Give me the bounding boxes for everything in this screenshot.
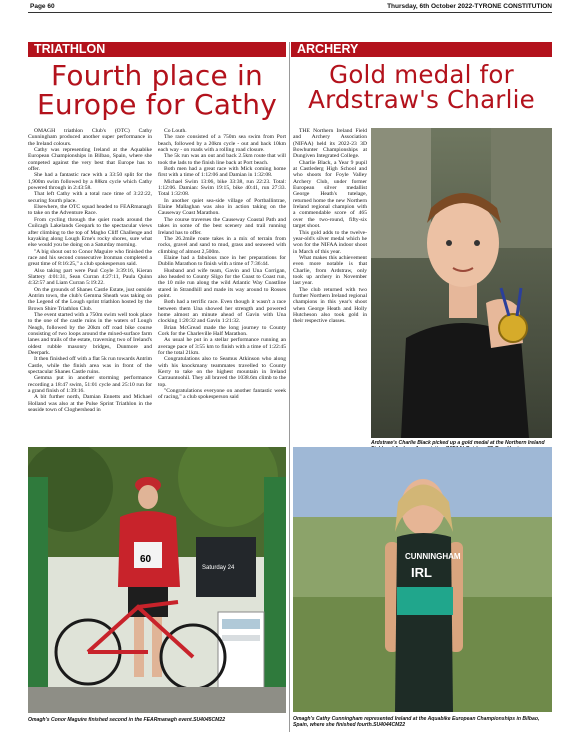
headline-line-1: Gold medal for: [329, 60, 514, 89]
column-divider: [289, 42, 290, 732]
article-paragraph: Elsewhere, the OTC squad headed to FEARmanagh to take on the Adventure Race.: [28, 204, 152, 217]
article-paragraph: The 5k run was an out and back 2.5km route that will took the lads to the finish line back at Port beach.: [158, 153, 286, 166]
page-number: Page 60: [30, 3, 55, 10]
article-paragraph: The race consisted of a 750m sea swim from Port beach, followed by a 20km cycle - out and back 10km each way - on roads with a rolling road closure.: [158, 134, 286, 154]
article-paragraph: Elaine had a fabulous race in her preparations for Dublin Marathon to finish with a time of 7:36:44.: [158, 254, 286, 268]
race-number: 60: [140, 554, 152, 565]
cathy-photo-art: [293, 447, 552, 712]
board-text: Saturday 24: [202, 565, 235, 571]
archery-article-column: [293, 128, 367, 444]
shirt-name: CUNNINGHAM: [405, 552, 461, 561]
article-paragraph: Charlie Black, a Year 9 pupil at Castlederg High School and who shoots for Foyle Valley Archery Club, under former European silver medallist George Heath's tutelage, returned home the new Northern Ireland regional champion with a commendable score of 465 over the two-round, fifty-six target shoot.: [293, 159, 367, 230]
photo-caption-conor: Omagh's Conor Maguire finished second in the FEARmanagh event.SU4045CM22: [28, 717, 226, 723]
article-paragraph: Husband and wife team, Gavin and Una Corrigan, also headed to County Sligo for the Coast to Coast run, the 10 mile run along the wild Atlantic Way Coastline stared in Strandhill and made its way around to Rosses point.: [158, 267, 286, 299]
dateline: Thursday, 6th October 2022-TYRONE CONSTITUTION: [387, 3, 552, 10]
article-paragraph: THE Northern Ireland Field and Archery Association (NIFAA) held its 2022-23 3D Bowhunter Championships at Dungiven Integrated College.: [293, 128, 367, 160]
article-paragraph: OMAGH triathlon Club's (OTC) Cathy Cunningham produced another super performance in the Ireland colours.: [28, 128, 152, 147]
article-paragraph: The club returned with two further Northern Ireland regional champions in this year's shoot when George Heath and Holly Hutcheson also took gold in their respective classes.: [293, 286, 367, 325]
headline-line-1: Fourth place in: [51, 59, 263, 92]
article-paragraph: A bit further north, Damian Ennetts and Michael Holland was also at the Pulse Sprint Triathlon in the seaside town of Cloghershead in: [28, 394, 152, 414]
article-paragraph: That left Cathy with a total race time of 3:22:22, securing fourth place.: [28, 191, 152, 204]
headline-line-2: Ardstraw's Charlie: [308, 84, 535, 114]
photo-caption-cathy: Omagh's Cathy Cunningham represented Ireland at the Aquabike European Championships in Bilbao, Spain, where she finished fourth.SU4044CM22: [293, 716, 540, 728]
article-paragraph: Gemma put in another storming performance recording a 18:47 swim, 51:01 cycle and 25:10 run for a grand finish of 1:39:16.: [28, 375, 152, 395]
article-paragraph: Cathy was representing Ireland at the Aquabike European Championships in Bilbao, Spain, where she competed against the very best that Europe has to offer.: [28, 147, 152, 173]
article-paragraph: On the grounds of Shanes Castle Estate, just outside Antrim town, the club's Gemma Sheath was taking on the Legend of the Lough sprint triathlon hosted by the Brown Shire Triathlon Club.: [28, 286, 152, 312]
article-paragraph: Both had a terrific race. Even though it wasn't a race between them Una showed her strength and powered home almost an minute ahead of Gavin with Una clocking 1:20:32 and Gavin 1:21:32.: [158, 299, 286, 325]
article-paragraph: The event started with a 750m swim well took place to the one of the castle ruins in the waters of Lough Neagh, followed by the 20km off road bike course consisting of two loops around the mixed-surface farm lanes and trails of the estate, traversing two of Ireland's oldest rubble masonry bridges, Dunmore and Deerpark.: [28, 311, 152, 357]
article-paragraph: It then finished off with a flat 5k run towards Antrim Castle, while the finish area was in front of the spectacular Shanes Castle ruins.: [28, 356, 152, 376]
article-paragraph: From cycling through the quiet roads around the Cuilcagh Lakelands Geopark to the spectacular views after climbing to the top of Magho Cliff Challenge and kayaking along Lough Erne's rocky shores, sure what else would you be doing on a Saturday morning.: [28, 216, 152, 249]
charlie-photo-art: [371, 128, 552, 438]
article-paragraph: "A big shout out to Conor Maguire who finished the race and his second consecutive Ironman completed a great time of 8:16:25," a club spokesperson said.: [28, 248, 152, 268]
section-banner-triathlon: TRIATHLON: [28, 42, 286, 57]
article-paragraph: The course traverses the Causeway Coastal Path and takes in some of the best scenery and trail running Ireland has to offer.: [158, 216, 286, 236]
article-paragraph: What makes this achievement even more notable is that Charlie, from Ardstraw, only took up archery in November last year.: [293, 254, 367, 287]
article-column-1: [28, 128, 152, 444]
photo-charlie-black: [371, 128, 552, 438]
photo-caption-charlie: Ardstraw's Charlie Black picked up a gold medal at the Northern Ireland: [371, 440, 545, 446]
article-column-2: [158, 128, 286, 444]
article-paragraph: Michael Swim 13:06, bike 33:38, run 22:23. Total: 1:12:06. Damian: Swim 19:15, bike 40:41, run 27:33. Total 1:32:08.: [158, 178, 286, 198]
photo-conor-maguire: [28, 447, 286, 713]
article-paragraph: Both men had a great race with Mick coming home first with a time of 1:12:06 and Damian in 1:32:08.: [158, 166, 286, 179]
article-paragraph: "Congratulations everyone on another fantastic week of racing," a club spokesperson said: [158, 388, 286, 401]
article-paragraph: Congratulations also to Seamus Atkinson who along with his knockmany teammates travelled to County Kerry to take on the highest mountain in Ireland Carrauntoohil. They all braved the 1038.6m climb to the top.: [158, 356, 286, 388]
headline-line-2: Europe for Cathy: [37, 87, 277, 121]
photo-cathy-cunningham: [293, 447, 552, 712]
section-banner-archery: ARCHERY: [291, 42, 552, 57]
article-paragraph: As usual he put in a stellar performance running an average pace of 3:55 km to finish with a time of 1:22:45 for the total 21km.: [158, 337, 286, 357]
headline-archery: [291, 62, 552, 112]
headline-triathlon: [28, 59, 286, 121]
article-paragraph: She had a fantastic race with a 33:50 split for the 1,900m swim followed by a 88km cycle which Cathy powered through in 2:43:58.: [28, 172, 152, 192]
header-rule: [28, 12, 552, 13]
conor-photo-art: [28, 447, 286, 713]
article-paragraph: The 26.2mile route takes in a mix of terrain from rocks, gravel and sand to mud, grass and seaweed with climbing of almost 2,500m.: [158, 235, 286, 255]
article-paragraph: This gold adds to the twelve-year-old's silver medal which he won for the NIFAA indoor shoot in March of this year.: [293, 229, 367, 255]
article-paragraph: Co Louth.: [164, 128, 187, 134]
article-paragraph: Brian McGread made the long journey to County Cork for the Charleville Half Marathon.: [158, 324, 286, 337]
article-paragraph: Also taking part were Paul Coyle 3:39:16, Kieran Slattery 4:01:31, Sean Curran 4:27:11, Paula Quinn 4:32:57 and Liam Curran 5:19:22.: [28, 267, 152, 287]
shirt-country: IRL: [411, 565, 432, 580]
article-paragraph: In another quiet sea-side village of Portballintrae, Elaine Mallaghan was also in action taking on the Causeway Coast Marathon.: [158, 197, 286, 217]
